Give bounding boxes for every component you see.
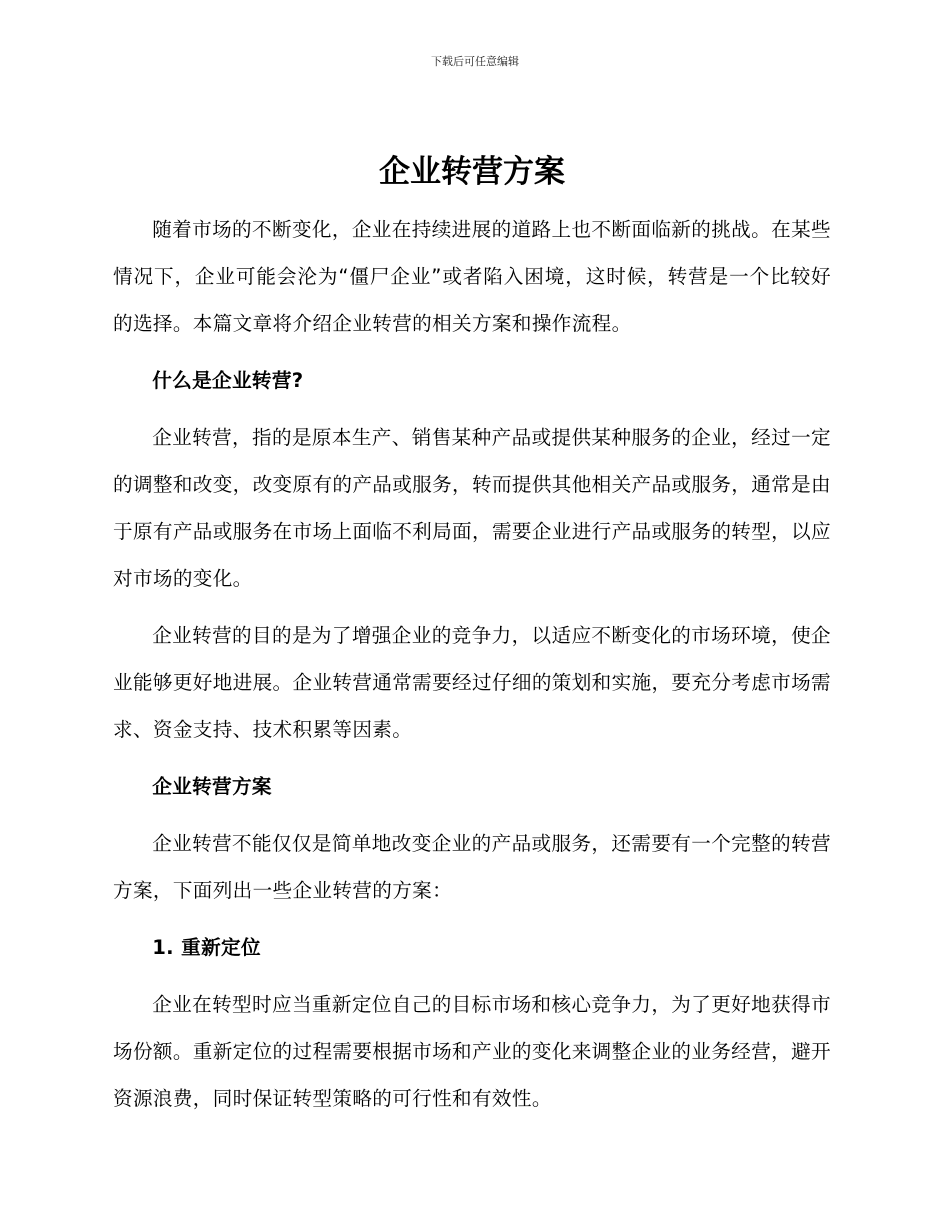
purpose-paragraph: 企业转营的目的是为了增强企业的竞争力，以适应不断变化的市场环境，使企业能够更好地进展。企业转营通常需要经过仔细的策划和实施，要充分考虑市场需求、资金支持、技术积累等因素。 xyxy=(113,624,831,741)
definition-paragraph: 企业转营，指的是原本生产、销售某种产品或提供某种服务的企业，经过一定的调整和改变，改变原有的产品或服务，转而提供其他相关产品或服务，通常是由于原有产品或服务在市场上面临不利局面，需要企业进行产品或服务的转型，以应对市场的变化。 xyxy=(113,426,831,590)
document-body xyxy=(113,150,831,1122)
page-header: 下载后可任意编辑 xyxy=(431,55,519,68)
intro-paragraph: 随着市场的不断变化，企业在持续进展的道路上也不断面临新的挑战。在某些情况下，企业可能会沦为“僵尸企业”或者陷入困境，这时候，转营是一个比较好的选择。本篇文章将介绍企业转营的相关方案和操作流程。 xyxy=(113,218,831,335)
section-heading-plan: 企业转营方案 xyxy=(152,775,272,798)
reposition-paragraph: 企业在转型时应当重新定位自己的目标市场和核心竞争力，为了更好地获得市场份额。重新定位的过程需要根据市场和产业的变化来调整企业的业务经营，避开资源浪费，同时保证转型策略的可行性和有效性。 xyxy=(113,993,831,1110)
section-heading-what-is: 什么是企业转营? xyxy=(152,369,304,392)
document-title: 企业转营方案 xyxy=(379,154,565,190)
plan-intro-paragraph: 企业转营不能仅仅是简单地改变企业的产品或服务，还需要有一个完整的转营方案，下面列出一些企业转营的方案： xyxy=(113,832,831,902)
subsection-heading-reposition: 1. 重新定位 xyxy=(152,936,261,959)
